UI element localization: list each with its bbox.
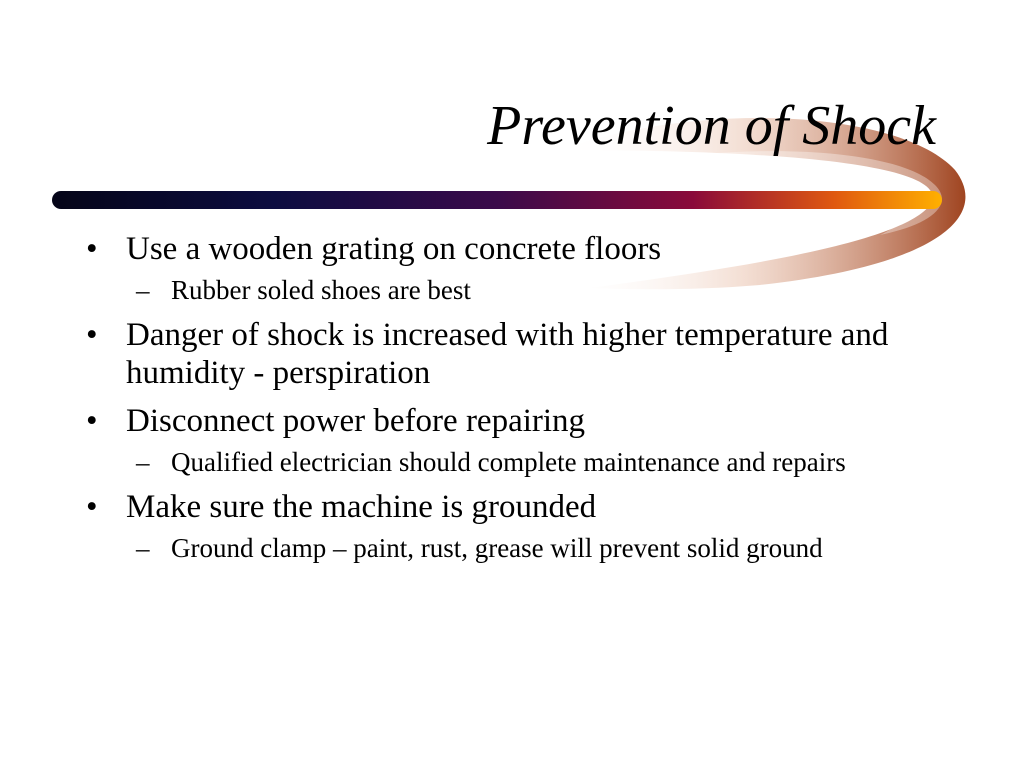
sub-bullet-text: Rubber soled shoes are best: [171, 275, 471, 305]
bullet-marker: •: [86, 403, 98, 439]
bullet-marker: •: [86, 489, 98, 525]
gradient-bar: [52, 191, 942, 209]
bullet-text: Use a wooden grating on concrete floors: [126, 231, 662, 267]
bullet-marker: •: [86, 231, 98, 267]
sub-bullet-marker: –: [136, 275, 150, 305]
slide-title: Prevention of Shock: [487, 95, 936, 157]
bullet-item: [86, 402, 956, 440]
sub-bullet-text: Ground clamp – paint, rust, grease will prevent solid ground: [171, 533, 823, 563]
sub-bullet-item: [86, 446, 956, 478]
bullet-text: Danger of shock is increased with higher temperature and humidity - perspiration: [126, 317, 889, 391]
sub-bullet-text: Qualified electrician should complete maintenance and repairs: [171, 447, 846, 477]
bullet-list: [86, 230, 956, 574]
bullet-text: Make sure the machine is grounded: [126, 489, 597, 525]
sub-bullet-marker: –: [136, 447, 150, 477]
bullet-item: [86, 488, 956, 526]
bullet-text: Disconnect power before repairing: [126, 403, 586, 439]
sub-bullet-item: [86, 274, 956, 306]
bullet-item: [86, 316, 956, 392]
bullet-item: [86, 230, 956, 268]
sub-bullet-item: [86, 532, 956, 564]
bullet-marker: •: [86, 317, 98, 353]
sub-bullet-marker: –: [136, 533, 150, 563]
